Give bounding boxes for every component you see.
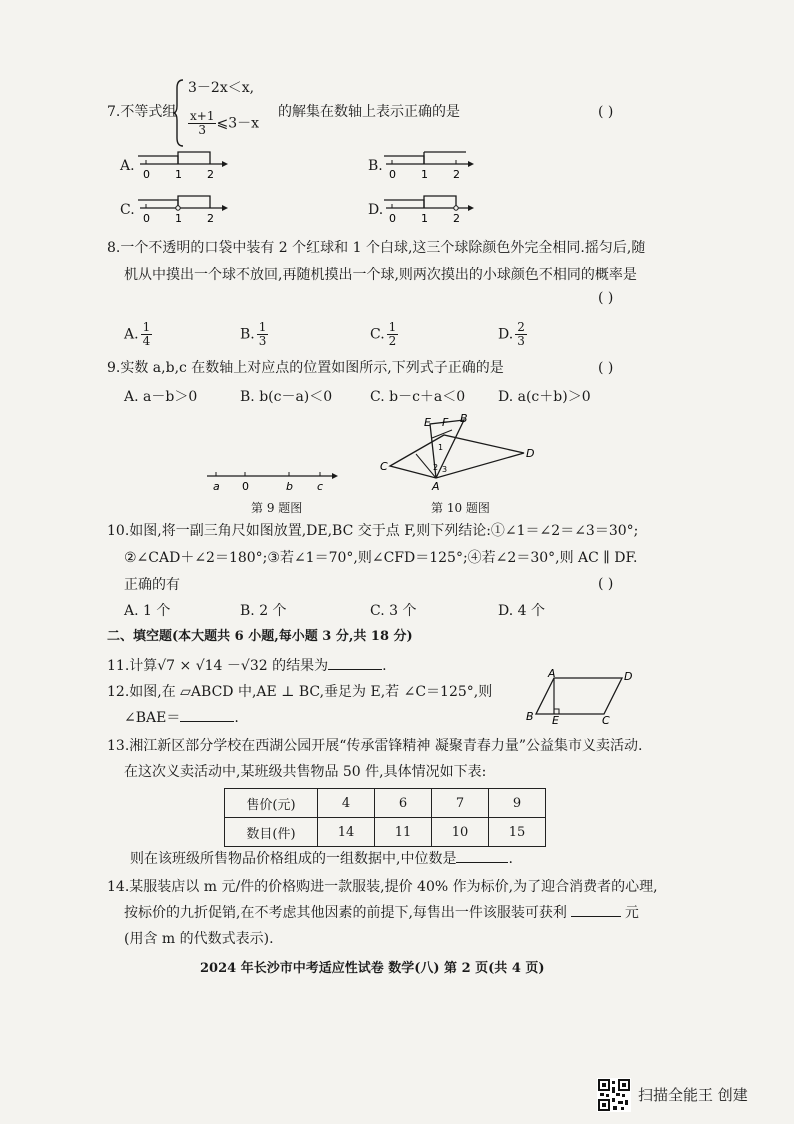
q7-option-a-numberline [136,146,228,186]
svg-text:B: B [460,412,468,425]
q10-option-d: D. 4 个 [498,603,545,619]
section-2-heading: 二、填空题(本大题共 6 小题,每小题 3 分,共 18 分) [107,629,413,644]
q10-answer-paren: ( ) [598,576,614,592]
svg-text:D: D [624,670,633,683]
page-footer: 2024 年长沙市中考适应性试卷 数学(八) 第 2 页(共 4 页) [200,961,545,976]
svg-text:A: A [432,480,440,493]
svg-text:0: 0 [389,212,396,225]
q10-line-3: 正确的有 [124,577,180,593]
svg-text:0: 0 [143,168,150,181]
q12-answer-blank [180,721,234,722]
q10-figure-caption: 第 10 题图 [431,501,490,515]
scanner-watermark: 扫描全能王 创建 [638,1086,748,1104]
svg-text:D: D [526,447,535,460]
q8-option-b: B. $\frac{1}{3}$ [240,320,267,348]
svg-text:2: 2 [207,168,214,181]
svg-text:c: c [317,480,324,493]
q7-suffix: 的解集在数轴上表示正确的是 [278,104,460,120]
q8-answer-paren: ( ) [598,290,614,306]
q7-fraction: $\frac{x+1}{3}$ [190,109,215,137]
svg-text:b: b [286,480,293,493]
q10-option-c: C. 3 个 [370,603,417,619]
svg-text:2: 2 [453,212,460,225]
q11-answer-blank [328,669,382,670]
q12-line-2: ∠BAE＝ . [124,710,239,726]
svg-text:1: 1 [438,443,444,452]
q11-text: 11.计算√7 × √14 －√32 的结果为 . [107,658,387,674]
q8-option-d: D. $\frac{2}{3}$ [498,320,525,348]
q14-line-3: (用含 m 的代数式表示). [124,931,274,947]
svg-text:E: E [424,416,431,429]
svg-text:A: A [548,668,556,680]
q10-line-2: ②∠CAD＋∠2＝180°;③若∠1＝70°,则∠CFD＝125°;④若∠2＝30°,则 AC ∥ DF. [124,550,638,566]
q10-line-1: 10.如图,将一副三角尺如图放置,DE,BC 交于点 F,则下列结论:①∠1＝∠2＝∠3＝30°; [107,523,639,539]
q8-option-a: A. $\frac{1}{4}$ [124,320,151,348]
q7-option-b-label: B. [368,158,383,174]
svg-text:3: 3 [442,465,448,474]
q7-ineq-1: 3－2x＜x, [188,80,255,96]
svg-text:F: F [442,416,449,429]
q13-answer-blank [456,862,508,863]
svg-text:E: E [552,714,559,726]
svg-text:C: C [602,714,610,726]
q7-option-d-numberline [382,190,474,230]
svg-text:2: 2 [453,168,460,181]
q13-data-table [224,788,546,847]
q12-line-1: 12.如图,在 ▱ABCD 中,AE ⊥ BC,垂足为 E,若 ∠C＝125°,则 [107,684,493,700]
q7-option-b-numberline [382,146,474,186]
q10-figure-triangles [372,410,542,494]
svg-text:2: 2 [207,212,214,225]
q9-option-b: B. b(c－a)＜0 [240,389,333,405]
q13-line-1: 13.湘江新区部分学校在西湖公园开展“传承雷锋精神 凝聚青春力量”公益集市义卖活动. [107,738,643,754]
svg-text:1: 1 [175,168,182,181]
svg-text:0: 0 [143,212,150,225]
q9-option-a: A. a－b＞0 [124,389,198,405]
q14-answer-blank [571,916,621,917]
q9-option-c: C. b－c＋a＜0 [370,389,466,405]
svg-text:1: 1 [421,212,428,225]
q9-figure-caption: 第 9 题图 [251,501,303,515]
table-row: 数目(件) 14 11 10 15 [225,818,546,847]
svg-text:0: 0 [242,480,249,493]
q10-option-a: A. 1 个 [124,603,171,619]
q7-option-c-label: C. [120,202,135,218]
q9-answer-paren: ( ) [598,360,614,376]
q13-line-3: 则在该班级所售物品价格组成的一组数据中,中位数是 . [130,851,513,867]
q7-brace-icon [173,78,185,148]
q8-option-c: C. $\frac{1}{2}$ [370,320,397,348]
q9-figure-numberline [205,464,340,498]
q10-option-b: B. 2 个 [240,603,287,619]
q13-line-2: 在这次义卖活动中,某班级共售物品 50 件,具体情况如下表: [124,764,487,780]
svg-text:a: a [213,480,220,493]
svg-text:2: 2 [433,463,439,472]
q7-ineq-2: $\frac{x+1}{3}$ ⩽3－x [190,109,260,137]
svg-text:0: 0 [389,168,396,181]
q7-option-a-label: A. [120,158,135,174]
qr-code-icon [597,1078,631,1112]
svg-text:1: 1 [175,212,182,225]
svg-text:B: B [526,710,534,723]
q14-line-1: 14.某服装店以 m 元/件的价格购进一款服装,提价 40% 作为标价,为了迎合消费者的心理, [107,879,658,895]
svg-text:1: 1 [421,168,428,181]
table-row: 售价(元) 4 6 7 9 [225,789,546,818]
q7-prefix: 7.不等式组 [107,104,177,120]
q7-answer-paren: ( ) [598,104,614,120]
svg-text:C: C [380,460,388,473]
q9-option-d: D. a(c＋b)＞0 [498,389,591,405]
q12-figure-parallelogram [522,668,638,726]
q8-line-1: 8.一个不透明的口袋中装有 2 个红球和 1 个白球,这三个球除颜色外完全相同.摇匀后,随 [107,240,646,256]
q8-line-2: 机从中摸出一个球不放回,再随机摸出一个球,则两次摸出的小球颜色不相同的概率是 [124,267,637,283]
q14-line-2: 按标价的九折促销,在不考虑其他因素的前提下,每售出一件该服装可获利 元 [124,905,639,921]
q7-option-c-numberline [136,190,228,230]
q9-stem: 9.实数 a,b,c 在数轴上对应点的位置如图所示,下列式子正确的是 [107,360,504,376]
q7-option-d-label: D. [368,202,384,218]
